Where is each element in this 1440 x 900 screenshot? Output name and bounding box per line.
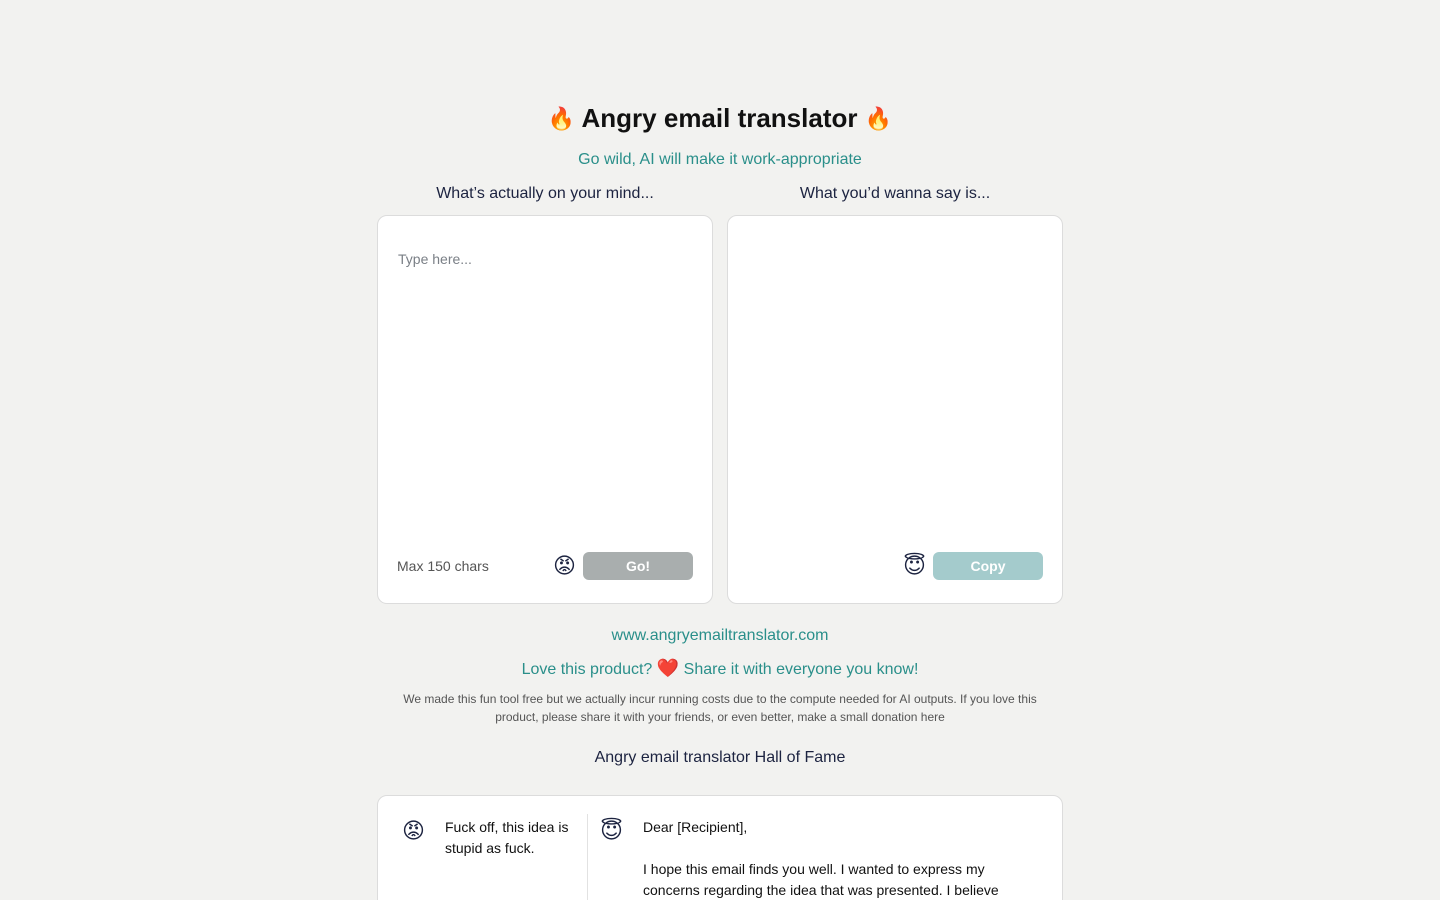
fire-icon: 🔥	[864, 106, 893, 131]
input-card	[377, 215, 713, 604]
output-card	[727, 215, 1063, 604]
share-prompt-link[interactable]: Share it with everyone you know!	[683, 661, 919, 678]
share-prompt-lead: Love this product?	[521, 661, 653, 678]
angry-face-icon: 😡	[402, 818, 425, 843]
polite-text-output	[748, 236, 1042, 536]
heart-icon: ❤️	[656, 658, 680, 678]
max-chars-hint: Max 150 chars	[397, 558, 489, 574]
share-prompt	[0, 658, 1440, 680]
page-title	[0, 100, 1440, 137]
go-button[interactable]: Go!	[583, 552, 693, 580]
page-subtitle: Go wild, AI will make it work-appropriate	[578, 151, 862, 168]
input-label: What’s actually on your mind...	[436, 185, 654, 202]
angry-text-input[interactable]	[398, 236, 692, 536]
copy-button[interactable]: Copy	[933, 552, 1043, 580]
angry-example-text: Fuck off, this idea is stupid as fuck.	[445, 819, 569, 856]
fire-icon: 🔥	[547, 106, 576, 131]
angel-face-icon: 😇	[903, 553, 926, 578]
polite-example-text: Dear [Recipient], I hope this email finds you well. I wanted to express my concerns regarding the idea that was presented. I believe	[643, 819, 999, 898]
angel-face-icon: 😇	[600, 818, 623, 843]
site-link[interactable]: www.angryemailtranslator.com	[611, 627, 829, 644]
output-label: What you’d wanna say is...	[799, 185, 991, 202]
hall-of-fame-title: Angry email translator Hall of Fame	[594, 749, 846, 766]
hall-of-fame-entry	[377, 795, 1063, 900]
angry-face-icon: 😡	[553, 553, 576, 578]
page-title-text: Angry email translator	[581, 103, 858, 133]
entry-divider	[587, 814, 588, 900]
donation-note: We made this fun tool free but we actually incur running costs due to the compute needed for AI outputs. If you love this product, please share it with your friends, or even better, make a small donation here	[403, 692, 1037, 724]
